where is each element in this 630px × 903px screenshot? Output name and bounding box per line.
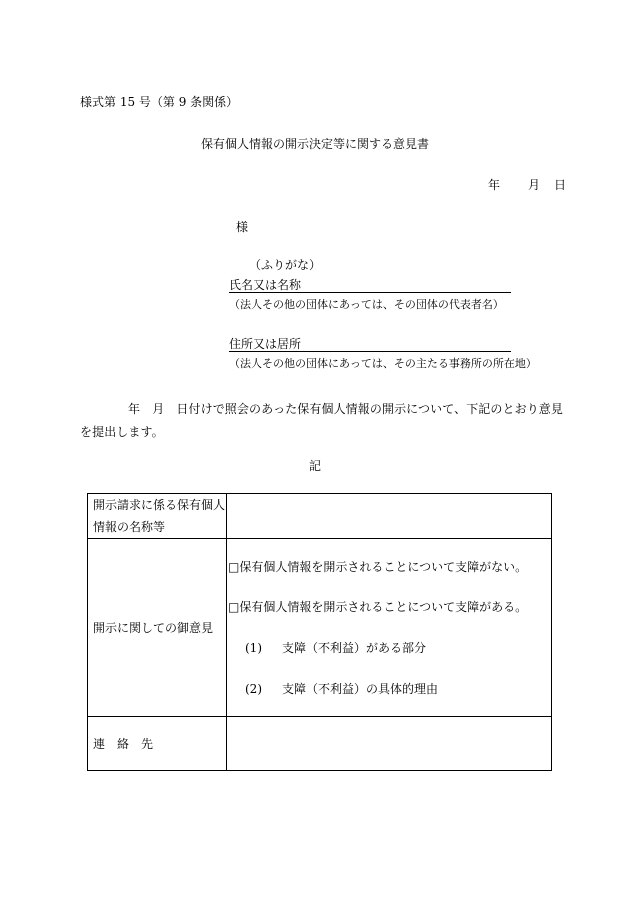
row3-value-cell[interactable] xyxy=(227,717,552,771)
row1-label: 開示請求に係る保有個人情報の名称等 xyxy=(93,498,226,534)
form-number: 様式第 15 号（第 9 条関係） xyxy=(80,95,239,109)
name-note: （法人その他の団体にあっては、その団体の代表者名） xyxy=(229,298,504,311)
row3-label: 連 絡 先 xyxy=(93,736,154,751)
opinion-table xyxy=(87,493,552,771)
name-label: 氏名又は名称 xyxy=(229,278,302,292)
table-row xyxy=(88,717,552,771)
furigana-label: （ふりがな） xyxy=(249,258,322,272)
address-note: （法人その他の団体にあっては、その主たる事務所の所在地） xyxy=(229,357,537,370)
row3-label-cell xyxy=(88,717,227,771)
date-day: 日 xyxy=(554,178,567,192)
date-line xyxy=(488,179,566,191)
body-paragraph: 年 月 日付けで照会のあった保有個人情報の開示について、下記のとおり意見を提出します。 xyxy=(80,402,564,439)
row2-label: 開示に関しての御意見 xyxy=(93,620,214,635)
sub-item-number: (1) xyxy=(245,641,262,655)
option-issue-checkbox[interactable]: □保有個人情報を開示されることについて支障がある。 xyxy=(228,600,528,614)
date-year: 年 xyxy=(488,178,501,192)
row1-label-cell xyxy=(88,494,227,539)
name-underline xyxy=(229,292,511,293)
ki-heading: 記 xyxy=(308,459,321,473)
sub-item-text: 支障（不利益）の具体的理由 xyxy=(282,682,439,696)
date-month: 月 xyxy=(528,178,541,192)
address-underline xyxy=(229,351,511,352)
row2-label-cell xyxy=(88,539,227,717)
sub-item-text: 支障（不利益）がある部分 xyxy=(282,641,427,655)
table-row xyxy=(88,494,552,539)
row1-value-cell[interactable] xyxy=(227,494,552,539)
document-title: 保有個人情報の開示決定等に関する意見書 xyxy=(200,137,429,151)
address-label: 住所又は居所 xyxy=(229,337,302,351)
addressee-suffix: 様 xyxy=(236,220,249,234)
sub-item-number: (2) xyxy=(245,682,262,696)
option-no-issue-checkbox[interactable]: □保有個人情報を開示されることについて支障がない。 xyxy=(228,560,528,574)
